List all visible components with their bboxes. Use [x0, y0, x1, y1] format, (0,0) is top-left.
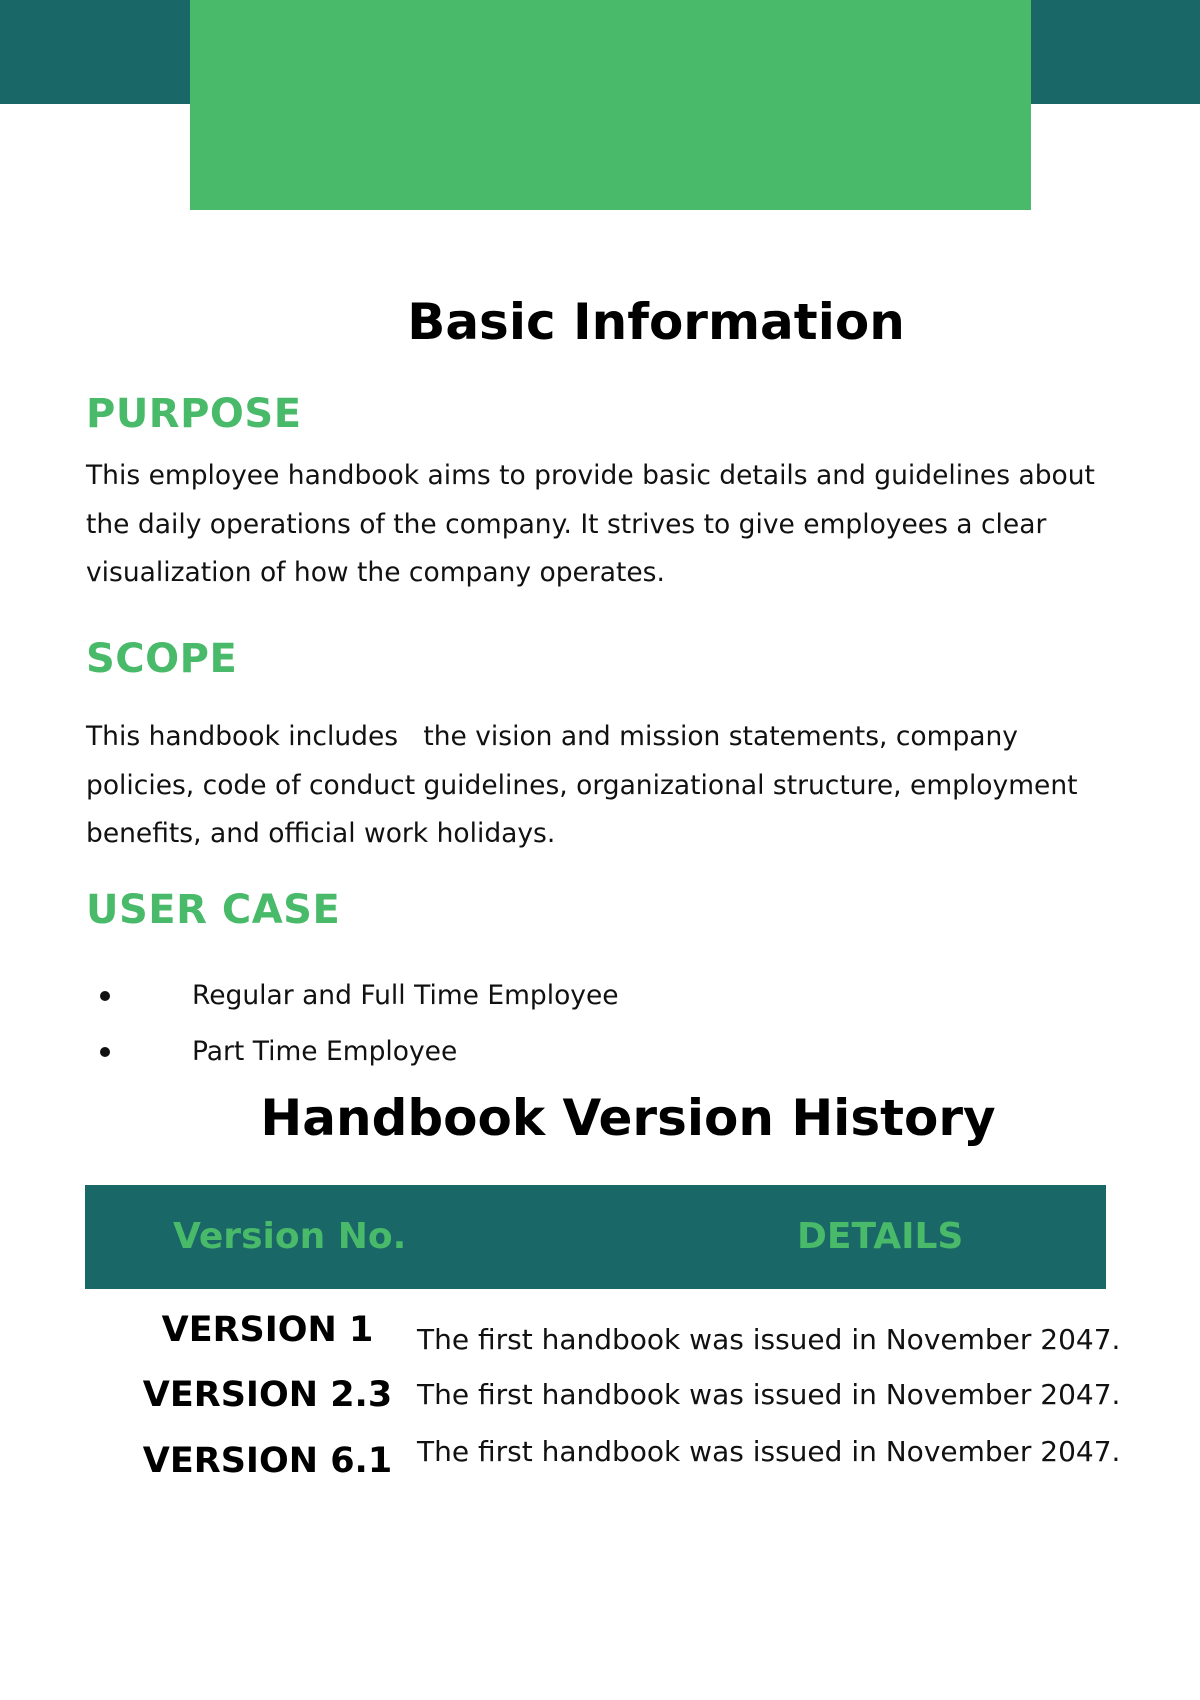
list-item-text: Regular and Full Time Employee — [192, 980, 619, 1011]
version-cell: VERSION 2.3 — [142, 1375, 393, 1415]
list-item-text: Part Time Employee — [192, 1036, 458, 1067]
scope-text: This handbook includes the vision and mission statements, company policies, code of conduct guidelines, organizational structure, employment benefits, and official work holidays. — [86, 721, 1086, 849]
details-cell: The first handbook was issued in November 2047. — [417, 1378, 1121, 1411]
version-history-title: Handbook Version History — [260, 1089, 996, 1147]
scope-heading: SCOPE — [86, 636, 238, 682]
version-cell: VERSION 1 — [161, 1310, 374, 1350]
version-table-header — [85, 1185, 1106, 1289]
user-case-list — [86, 968, 1086, 1080]
table-row — [85, 1300, 1145, 1367]
column-header-version: Version No. — [173, 1216, 407, 1257]
bullet-icon — [100, 1047, 110, 1057]
column-header-details: DETAILS — [797, 1216, 964, 1257]
table-row — [85, 1367, 1145, 1434]
purpose-heading: PURPOSE — [86, 391, 302, 437]
page-title: Basic Information — [407, 293, 905, 351]
bullet-icon — [100, 991, 110, 1001]
table-row — [85, 1434, 1145, 1501]
header-block — [190, 0, 1031, 210]
details-cell: The first handbook was issued in November 2047. — [417, 1435, 1121, 1468]
version-cell: VERSION 6.1 — [142, 1441, 393, 1481]
list-item — [86, 968, 1086, 1024]
list-item — [86, 1024, 1086, 1080]
version-table-body — [85, 1300, 1145, 1501]
purpose-text: This employee handbook aims to provide basic details and guidelines about the daily operations of the company. It strives to give employees a clear visualization of how the company operates. — [86, 460, 1104, 588]
user-case-heading: USER CASE — [86, 887, 341, 933]
details-cell: The first handbook was issued in November 2047. — [417, 1323, 1121, 1356]
